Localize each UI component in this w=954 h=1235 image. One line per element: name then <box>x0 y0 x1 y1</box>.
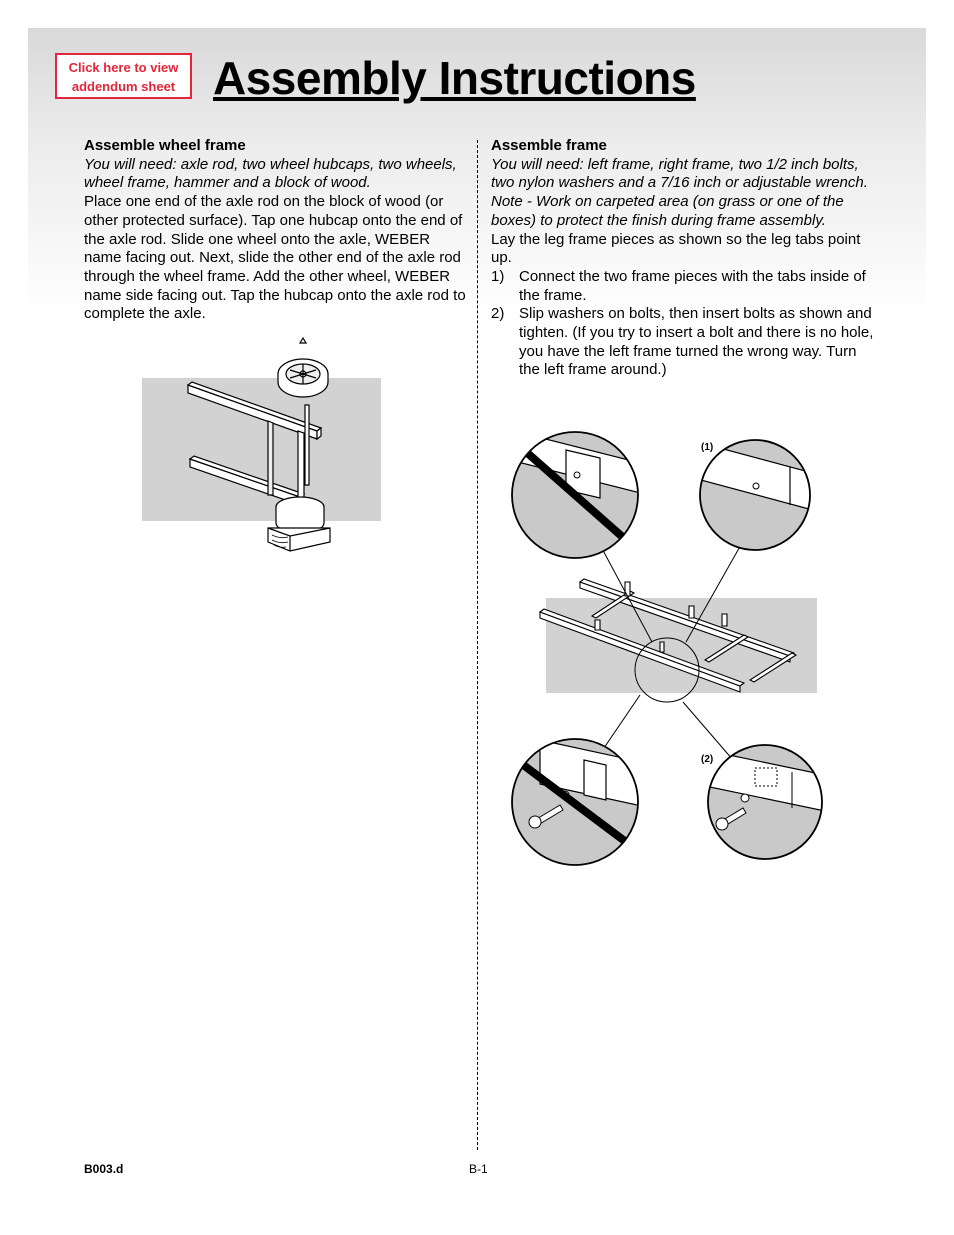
document-code: B003.d <box>84 1162 124 1176</box>
frame-note: Note - Work on carpeted area (on grass or one of the boxes) to protect the finish during frame assembly. <box>491 193 844 229</box>
step-number: 2) <box>491 305 505 323</box>
step-text: Slip washers on bolts, then insert bolts as shown and tighten. (If you try to insert a bolt and there is no hole, you have the left frame turned the wrong way. Turn the left frame around.) <box>519 305 874 379</box>
frame-section <box>491 137 876 380</box>
detail-label-2: (2) <box>701 754 714 765</box>
frame-needs: You will need: left frame, right frame, two 1/2 inch bolts, two nylon washers and a 7/16 inch or adjustable wrench. <box>491 155 868 192</box>
frame-heading: Assemble frame <box>491 137 607 154</box>
frame-step-2 <box>491 305 876 380</box>
frame-steps <box>491 268 876 380</box>
detail-wrong-bottom <box>500 735 660 875</box>
frame-step-1 <box>491 268 876 305</box>
addendum-line-1: Click here to view <box>68 60 179 75</box>
step-number: 1) <box>491 267 505 285</box>
wheel-frame-heading: Assemble wheel frame <box>84 137 246 154</box>
frame-assembly-illustration <box>500 420 830 880</box>
addendum-line-2: addendum sheet <box>71 79 176 94</box>
column-divider <box>477 140 478 1150</box>
page-title: Assembly Instructions <box>213 52 696 104</box>
wheel-frame-illustration <box>140 335 385 555</box>
wheel-frame-body: Place one end of the axle rod on the block of wood (or other protected surface). Tap one hubcap onto the end of the axle rod. Slide one wheel onto the axle, WEBER name facing out. Next, slide the other end of the axle rod through the wheel frame. Add the other wheel, WEBER name side facing out. Tap the hubcap onto the axle rod to complete the axle. <box>84 193 466 323</box>
wheel-frame-section <box>84 137 469 324</box>
page-number: B-1 <box>469 1162 488 1176</box>
detail-label-1: (1) <box>701 442 714 453</box>
step-text: Connect the two frame pieces with the tabs inside of the frame. <box>519 267 866 304</box>
detail-wrong-top <box>500 420 660 580</box>
addendum-link-button[interactable] <box>55 53 192 99</box>
detail-step-2 <box>700 740 830 870</box>
frame-intro: Lay the leg frame pieces as shown so the leg tabs point up. <box>491 230 861 267</box>
wheel-frame-needs: You will need: axle rod, two wheel hubcaps, two wheels, wheel frame, hammer and a block of wood. <box>84 155 457 192</box>
